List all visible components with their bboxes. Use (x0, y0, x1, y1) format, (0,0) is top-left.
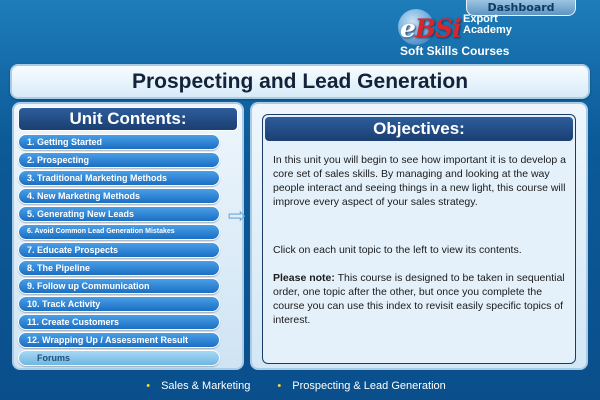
note-text: This course is designed to be taken in sequential order, one topic after the other, but once you complete the course you can use this index to revisit easily specific topics of interest. (273, 272, 565, 326)
dashboard-button[interactable]: Dashboard (466, 0, 576, 16)
arrow-right-icon: ⇨ (227, 204, 247, 229)
logo-tagline: Soft Skills Courses (400, 44, 510, 58)
unit-item-4[interactable]: 4. New Marketing Methods (18, 188, 220, 204)
bullet-icon: • (146, 380, 151, 392)
forums-button[interactable]: Forums (18, 350, 220, 366)
objectives-paragraph-1: In this unit you will begin to see how important it is to develop a core set of sales skills. By managing and looking at the way people interact and seeing things in a new light, this course will improve every aspect of your sales strategy. (273, 154, 566, 208)
objectives-header: Objectives: (265, 117, 573, 141)
breadcrumb-label-1: Sales & Marketing (161, 380, 251, 392)
unit-item-11[interactable]: 11. Create Customers (18, 314, 220, 330)
bullet-icon: • (277, 380, 282, 392)
objectives-frame (262, 114, 576, 364)
unit-item-3[interactable]: 3. Traditional Marketing Methods (18, 170, 220, 186)
logo-subtitle (463, 14, 512, 36)
objectives-body (273, 153, 571, 341)
breadcrumb-label-2: Prospecting & Lead Generation (292, 380, 446, 392)
unit-item-5[interactable]: 5. Generating New Leads (18, 206, 220, 222)
unit-list (18, 134, 238, 368)
unit-item-1[interactable]: 1. Getting Started (18, 134, 220, 150)
logo-line-academy: Academy (463, 24, 512, 36)
breadcrumb (0, 376, 600, 400)
unit-item-10[interactable]: 10. Track Activity (18, 296, 220, 312)
breadcrumb-item-2[interactable] (277, 380, 453, 392)
page-title: Prospecting and Lead Generation (10, 64, 590, 99)
objectives-paragraph-2: Click on each unit topic to the left to view its contents. (273, 244, 522, 256)
breadcrumb-item-1[interactable] (146, 380, 258, 392)
logo-brand-bsi: BSi (414, 14, 461, 43)
unit-item-8[interactable]: 8. The Pipeline (18, 260, 220, 276)
objectives-note (273, 271, 571, 327)
unit-item-2[interactable]: 2. Prospecting (18, 152, 220, 168)
unit-item-9[interactable]: 9. Follow up Communication (18, 278, 220, 294)
objectives-panel (250, 102, 588, 370)
logo-brand-e: e (400, 14, 415, 43)
unit-contents-header: Unit Contents: (18, 107, 238, 131)
logo (400, 14, 461, 43)
unit-contents-panel (12, 102, 244, 370)
unit-item-6[interactable]: 6. Avoid Common Lead Generation Mistakes (18, 224, 220, 240)
unit-item-7[interactable]: 7. Educate Prospects (18, 242, 220, 258)
note-label: Please note: (273, 272, 335, 284)
logo-line-export: Export (463, 13, 498, 25)
unit-item-12[interactable]: 12. Wrapping Up / Assessment Result (18, 332, 220, 348)
